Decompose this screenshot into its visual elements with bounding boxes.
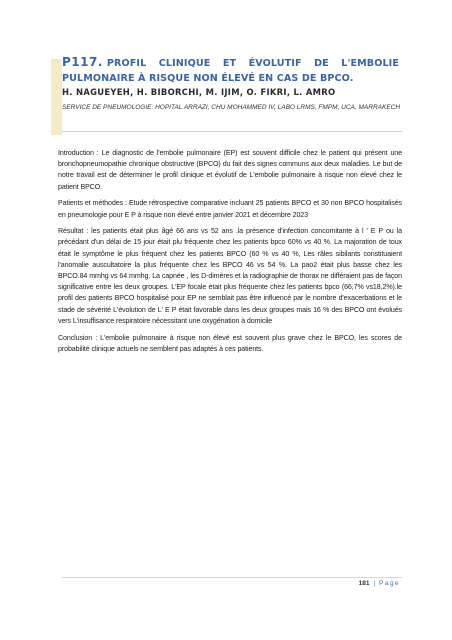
abstract-title: [62, 55, 399, 86]
page-number: 181: [358, 580, 370, 587]
header-divider: [62, 131, 402, 132]
introduction-paragraph: Introduction : Le diagnostic de l'embolie pulmonaire (EP) est souvent difficile chez le patient qui présent une bronchopneumopathie chronique obstructive (BPCO) du fait des signes communs aux deux maladies. Le but de notre travail est de déterminer le profil clinique et évolutif de L'embolie pulmonaire à risque non élevé chez le patient BPCO.: [58, 149, 402, 191]
abstract-code: P117.: [62, 55, 103, 69]
page-footer: [359, 580, 400, 587]
methods-paragraph: Patients et méthodes : Etude rétrospective comparative incluant 25 patients BPCO et 30 non BPCO hospitalisés en pneumologie pour E P à risque non élevé entre janvier 2021 et décembre 2023: [58, 199, 402, 219]
page-label: Page: [379, 580, 400, 587]
results-paragraph: Résultat : les patients était plus âgé 66 ans vs 52 ans .la présence d'infection concomitante à l ' E P ou la précédant d'un délai de 15 jour était plu fréquente chez les patients bpco 60% vs 40 %. La majoration de toux était le symptôme le plus fréquent chez les patients BPCO (60 % vs 40 %, Les râles sibilants constituaient l'anomalie auscultatoire la plus fréquente chez les BPCO 46 vs 54 %. La pao2 était plus basse chez les BPCO.84 mmhg vs 64 mmhg. La capnée , les D-dimères et la radiographie de thorax ne différaient pas de façon significative entre les deux groupes. L'EP focale était plus fréquente chez les patients bpco (66,7% vs18,2%).le profil des patients BPCO hospitalisé pour EP ne semblait pas être influencé par le nombre d'exacerbations et le stade de sévérité L'évolution de L' E P était favorable dans les deux groupes mais 16 % des BPCO ont évolués vers L'insuffisance respiratoire nécessitant une oxygénation à domicile: [58, 227, 402, 325]
footer-separator: |: [373, 580, 376, 587]
abstract-body: [58, 148, 402, 360]
footer-divider: [62, 577, 402, 578]
authors: H. NAGUEYEH, H. BIBORCHI, M. IJIM, O. FIKRI, L. AMRO: [62, 87, 336, 97]
affiliation: SERVICE DE PNEUMOLOGIE. HOPITAL ARRAZI, CHU MOHAMMED IV, LABO LRMS, FMPM, UCA, MARRAKECH: [62, 104, 401, 111]
header-accent-bar: [51, 59, 62, 135]
abstract-title-text: PROFIL CLINIQUE ET ÉVOLUTIF DE L'EMBOLIE PULMONAIRE À RISQUE NON ÉLEVÉ EN CAS DE BPCO.: [62, 58, 399, 84]
conclusion-paragraph: Conclusion : L'embolie pulmonaire à risque non élevé est souvent plus grave chez le BPCO, les scores de probabilité clinique actuels ne semblent pas adaptés à ces patients.: [58, 333, 402, 353]
